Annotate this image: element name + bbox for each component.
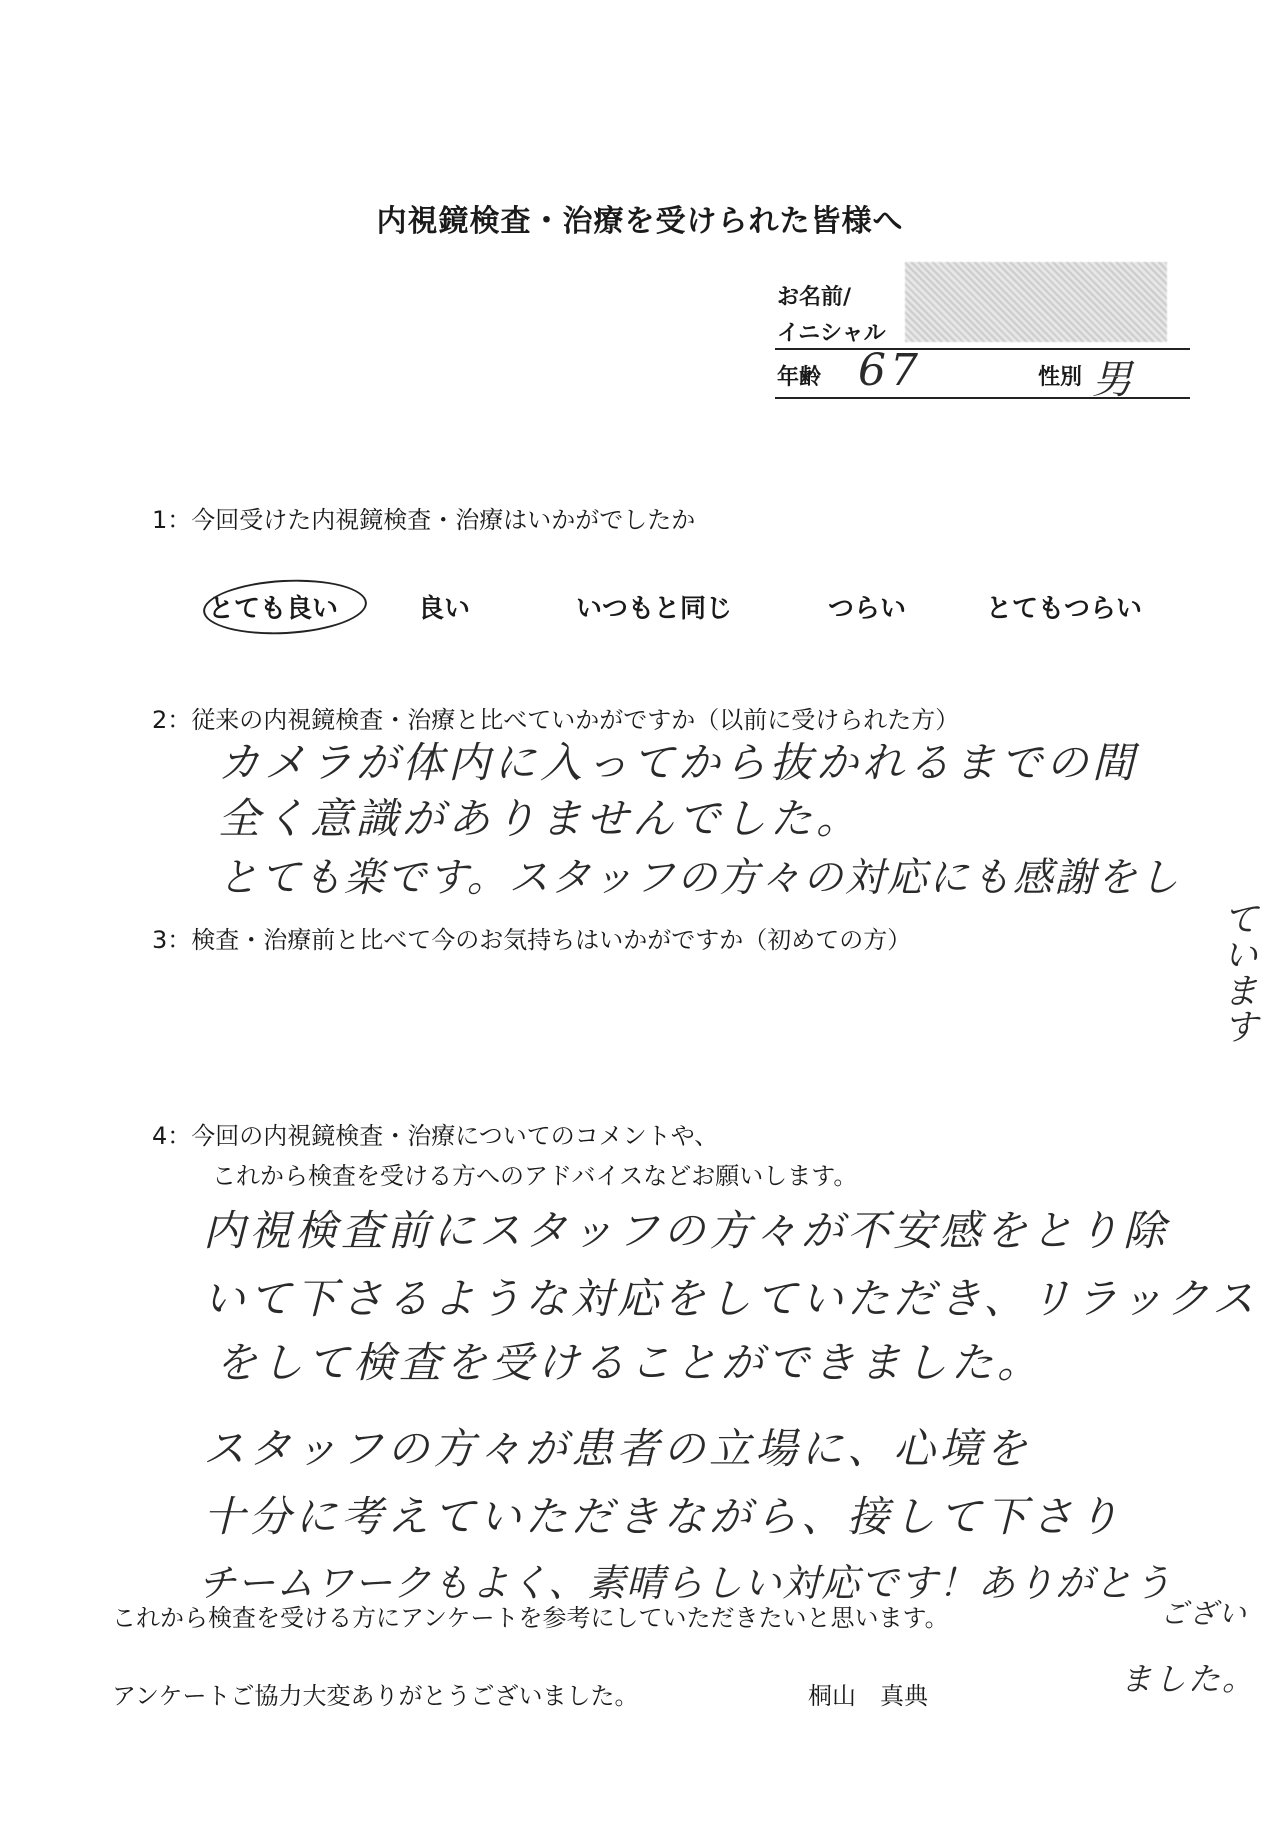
q4-answer-line-2: いて下さるような対応をしていただき、リラックス	[203, 1274, 1259, 1323]
question-1: 1：今回受けた内視鏡検査・治療はいかがでしたか	[152, 506, 696, 534]
initial-label: イニシャル	[777, 321, 886, 346]
q2-answer-line-1: カメラが体内に入ってから抜かれるまでの間	[218, 738, 1139, 787]
signature: 桐山 真典	[808, 1682, 928, 1710]
closing-line-2: アンケートご協力大変ありがとうございました。	[112, 1682, 639, 1710]
closing-line-1: これから検査を受ける方にアンケートを参考にしていただきたいと思います。	[112, 1604, 949, 1632]
option-good: 良い	[418, 594, 471, 624]
q4-answer-tail-2: ました。	[1120, 1660, 1257, 1698]
q4-answer-line-6: チームワークもよく、素晴らしい対応です！ありがとう	[198, 1561, 1173, 1605]
q4-answer-line-3: をして検査を受けることができました。	[215, 1338, 1044, 1387]
age-value: 67	[858, 345, 922, 396]
name-label: お名前/	[777, 285, 852, 310]
q2-answer-continuation: ています	[1217, 900, 1258, 1044]
option-very-good: とても良い	[208, 594, 339, 624]
selected-option-circle	[202, 576, 369, 639]
question-4-line-2: これから検査を受ける方へのアドバイスなどお願いします。	[212, 1162, 858, 1190]
gender-label: 性別	[1038, 365, 1083, 390]
option-very-hard: とてもつらい	[986, 594, 1143, 624]
q4-answer-tail-1: ござい	[1160, 1597, 1248, 1630]
redacted-name	[905, 262, 1167, 342]
page-title: 内視鏡検査・治療を受けられた皆様へ	[376, 204, 904, 239]
age-label: 年齢	[777, 365, 822, 390]
q2-answer-line-2: 全く意識がありませんでした。	[218, 794, 863, 843]
option-hard: つらい	[828, 594, 907, 624]
question-4-line-1: 4：今回の内視鏡検査・治療についてのコメントや、	[152, 1122, 719, 1150]
question-3: 3：検査・治療前と比べて今のお気持ちはいかがですか（初めての方）	[152, 926, 912, 954]
gender-value: 男	[1092, 357, 1136, 403]
age-underline	[775, 397, 1190, 399]
q2-answer-line-3: とても楽です。スタッフの方々の対応にも感謝をし	[218, 855, 1181, 901]
q4-answer-line-1: 内視検査前にスタッフの方々が不安感をとり除	[203, 1206, 1170, 1255]
option-same: いつもと同じ	[576, 594, 733, 624]
question-2: 2：従来の内視鏡検査・治療と比べていかがですか（以前に受けられた方）	[152, 706, 960, 734]
q4-answer-line-5: 十分に考えていただきながら、接して下さり	[203, 1492, 1124, 1541]
q4-answer-line-4: スタッフの方々が患者の立場に、心境を	[203, 1424, 1032, 1473]
